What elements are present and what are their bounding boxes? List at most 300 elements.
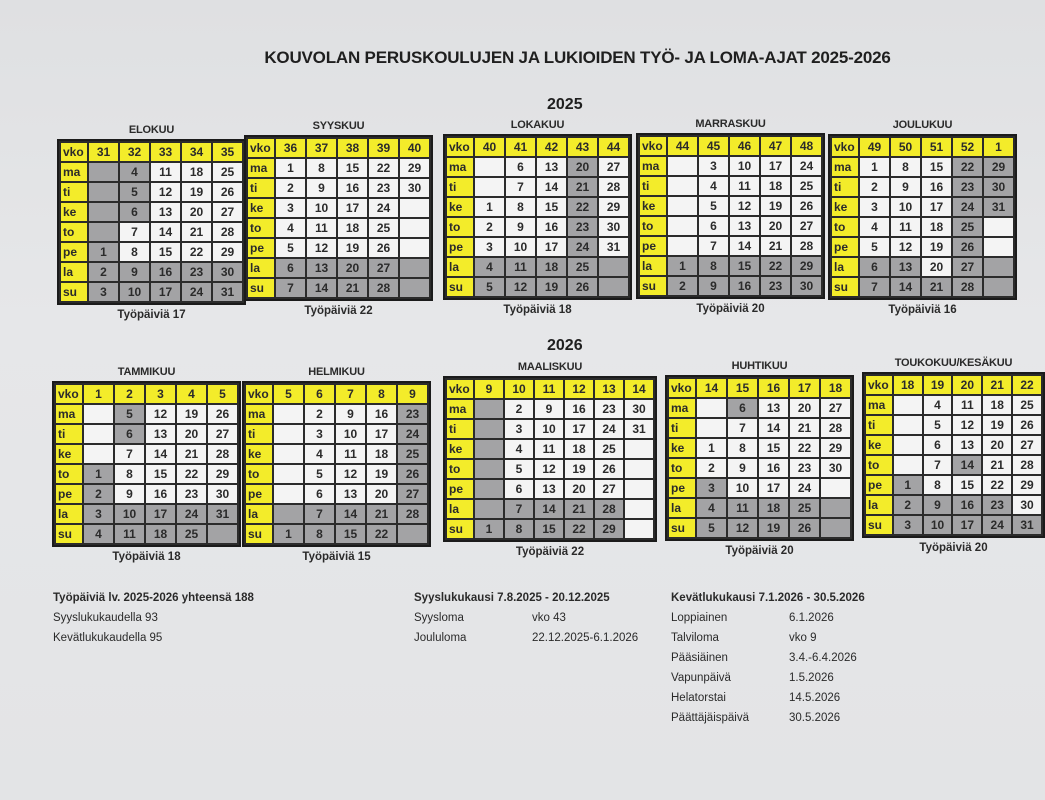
holiday-cell: 5 — [120, 183, 149, 201]
day-label: to — [640, 217, 666, 235]
school-day-cell: 30 — [400, 179, 429, 197]
school-day-cell: 30 — [1013, 496, 1041, 514]
school-day-cell: 15 — [537, 198, 566, 216]
week-number: 45 — [699, 137, 728, 155]
year-heading-2025: 2025 — [547, 96, 583, 113]
holiday-cell: 18 — [537, 258, 566, 276]
school-day-cell: 6 — [506, 158, 535, 176]
week-number: 3 — [146, 385, 175, 403]
school-day-cell: 19 — [338, 239, 367, 257]
school-day-cell: 17 — [761, 157, 790, 175]
school-day-cell: 14 — [537, 178, 566, 196]
school-day-cell: 19 — [761, 197, 790, 215]
day-label: to — [447, 460, 473, 478]
school-day-cell — [668, 197, 697, 215]
week-number: 46 — [730, 137, 759, 155]
week-number: 16 — [759, 379, 788, 397]
school-day-cell: 26 — [208, 405, 237, 423]
school-day-cell: 9 — [535, 400, 563, 418]
day-label: ti — [248, 179, 274, 197]
day-label: to — [56, 465, 82, 483]
day-label: ma — [832, 158, 858, 176]
holiday-cell: 4 — [475, 258, 504, 276]
day-label: ti — [669, 419, 695, 437]
holiday-cell: 10 — [115, 505, 144, 523]
school-day-cell: 31 — [599, 238, 628, 256]
holiday-cell: 24 — [182, 283, 211, 301]
school-day-cell: 7 — [120, 223, 149, 241]
holiday-cell: 25 — [953, 218, 982, 236]
holiday-cell: 31 — [984, 198, 1013, 216]
holiday-cell: 30 — [792, 277, 821, 295]
school-day-cell: 29 — [821, 439, 850, 457]
holiday-cell: 1 — [668, 257, 697, 275]
school-day-cell: 27 — [208, 425, 237, 443]
school-day-cell: 14 — [146, 445, 175, 463]
school-day-cell: 5 — [276, 239, 305, 257]
week-number: 1 — [84, 385, 113, 403]
week-number: 41 — [506, 138, 535, 156]
school-day-cell: 28 — [1013, 456, 1041, 474]
holiday-cell: 30 — [984, 178, 1013, 196]
holiday-cell — [821, 499, 850, 517]
school-day-cell: 25 — [213, 163, 242, 181]
week-number: 20 — [953, 376, 981, 394]
school-day-cell: 17 — [537, 238, 566, 256]
school-day-cell: 21 — [761, 237, 790, 255]
week-number: 8 — [367, 385, 396, 403]
school-day-cell: 2 — [697, 459, 726, 477]
school-day-cell: 16 — [338, 179, 367, 197]
holiday-cell: 23 — [182, 263, 211, 281]
workdays-count: Työpäiviä 20 — [725, 545, 794, 557]
school-day-cell: 29 — [1013, 476, 1041, 494]
school-day-cell: 10 — [891, 198, 920, 216]
school-day-cell: 30 — [599, 218, 628, 236]
calendar-grid — [244, 135, 433, 301]
week-number: 49 — [860, 138, 889, 156]
school-day-cell — [697, 419, 726, 437]
holiday-cell: 2 — [894, 496, 922, 514]
month-calendar — [244, 120, 433, 317]
school-day-cell: 4 — [860, 218, 889, 236]
school-day-cell: 15 — [338, 159, 367, 177]
week-number: 18 — [821, 379, 850, 397]
calendar-grid — [443, 134, 632, 300]
holiday-cell: 2 — [668, 277, 697, 295]
day-label: ti — [56, 425, 82, 443]
holiday-cell: 11 — [506, 258, 535, 276]
week-label: vko — [832, 138, 858, 156]
school-day-cell: 28 — [599, 178, 628, 196]
holiday-cell: 22 — [761, 257, 790, 275]
school-day-cell: 5 — [924, 416, 952, 434]
school-day-cell: 24 — [595, 420, 623, 438]
holiday-cell: 5 — [697, 519, 726, 537]
day-label: su — [248, 279, 274, 297]
calendar-grid — [242, 381, 431, 547]
holiday-cell — [89, 163, 118, 181]
holiday-cell: 26 — [398, 465, 427, 483]
month-name: JOULUKUU — [892, 119, 953, 131]
holiday-cell: 15 — [730, 257, 759, 275]
workdays-count: Työpäiviä 22 — [304, 305, 373, 317]
day-label: ke — [248, 199, 274, 217]
school-day-cell: 9 — [307, 179, 336, 197]
holiday-cell: 1 — [89, 243, 118, 261]
holiday-cell: 14 — [336, 505, 365, 523]
school-day-cell: 22 — [369, 159, 398, 177]
month-calendar — [862, 357, 1045, 554]
holiday-cell: 7 — [505, 500, 533, 518]
day-label: la — [447, 258, 473, 276]
holiday-cell: 8 — [505, 520, 533, 538]
workdays-count: Työpäiviä 20 — [696, 303, 765, 315]
day-label: ke — [447, 440, 473, 458]
school-day-cell — [894, 456, 922, 474]
holiday-cell: 20 — [568, 158, 597, 176]
day-label: ti — [447, 178, 473, 196]
school-day-cell — [84, 445, 113, 463]
holiday-cell — [89, 223, 118, 241]
school-day-cell: 30 — [625, 400, 653, 418]
holiday-cell: 28 — [398, 505, 427, 523]
week-number: 50 — [891, 138, 920, 156]
holiday-cell: 14 — [307, 279, 336, 297]
week-number: 7 — [336, 385, 365, 403]
holiday-cell — [821, 519, 850, 537]
school-day-cell: 3 — [276, 199, 305, 217]
holiday-cell: 4 — [120, 163, 149, 181]
school-day-cell: 18 — [367, 445, 396, 463]
school-day-cell: 13 — [953, 436, 981, 454]
week-number: 22 — [1013, 376, 1041, 394]
holiday-cell: 22 — [953, 158, 982, 176]
school-day-cell: 1 — [475, 198, 504, 216]
holiday-cell: 28 — [369, 279, 398, 297]
day-label: ke — [61, 203, 87, 221]
day-label: la — [669, 499, 695, 517]
school-day-cell: 2 — [475, 218, 504, 236]
day-label: su — [669, 519, 695, 537]
school-day-cell: 16 — [367, 405, 396, 423]
week-number: 1 — [984, 138, 1013, 156]
holiday-cell: 24 — [983, 516, 1011, 534]
day-label: ma — [248, 159, 274, 177]
holiday-cell: 25 — [177, 525, 206, 543]
school-day-cell: 13 — [146, 425, 175, 443]
day-label: pe — [669, 479, 695, 497]
school-day-cell: 6 — [305, 485, 334, 503]
school-day-cell: 16 — [922, 178, 951, 196]
school-day-cell: 5 — [860, 238, 889, 256]
school-day-cell: 9 — [728, 459, 757, 477]
school-day-cell — [274, 405, 303, 423]
month-calendar — [665, 360, 854, 557]
term-item: Syysloma vko 43 — [414, 612, 566, 624]
day-label: ke — [669, 439, 695, 457]
day-label: la — [246, 505, 272, 523]
holiday-cell: 21 — [568, 178, 597, 196]
week-number: 40 — [475, 138, 504, 156]
school-day-cell: 20 — [177, 425, 206, 443]
week-number: 52 — [953, 138, 982, 156]
day-label: to — [246, 465, 272, 483]
holiday-cell: 3 — [89, 283, 118, 301]
holiday-cell: 4 — [84, 525, 113, 543]
school-day-cell: 2 — [505, 400, 533, 418]
school-day-cell: 8 — [506, 198, 535, 216]
school-day-cell: 11 — [730, 177, 759, 195]
day-label: ma — [447, 158, 473, 176]
holiday-cell: 29 — [595, 520, 623, 538]
day-label: la — [866, 496, 892, 514]
holiday-cell — [208, 525, 237, 543]
school-day-cell: 24 — [369, 199, 398, 217]
holiday-cell: 22 — [568, 198, 597, 216]
school-day-cell: 8 — [307, 159, 336, 177]
holiday-cell: 25 — [568, 258, 597, 276]
school-day-cell: 15 — [922, 158, 951, 176]
day-label: pe — [447, 480, 473, 498]
school-day-cell — [625, 480, 653, 498]
school-day-cell — [475, 178, 504, 196]
workdays-count: Työpäiviä 20 — [919, 542, 988, 554]
holiday-cell — [400, 259, 429, 277]
school-day-cell: 4 — [924, 396, 952, 414]
holiday-cell — [274, 505, 303, 523]
school-day-cell — [274, 465, 303, 483]
holiday-cell: 11 — [115, 525, 144, 543]
week-number: 2 — [115, 385, 144, 403]
school-day-cell — [668, 177, 697, 195]
school-day-cell: 12 — [953, 416, 981, 434]
holiday-cell: 1 — [894, 476, 922, 494]
week-number: 4 — [177, 385, 206, 403]
week-number: 40 — [400, 139, 429, 157]
school-day-cell: 15 — [146, 465, 175, 483]
school-day-cell: 23 — [595, 400, 623, 418]
holiday-cell — [89, 203, 118, 221]
school-day-cell: 28 — [821, 419, 850, 437]
school-day-cell: 26 — [1013, 416, 1041, 434]
school-day-cell: 20 — [761, 217, 790, 235]
holiday-cell: 19 — [537, 278, 566, 296]
day-label: ke — [640, 197, 666, 215]
holiday-cell: 21 — [922, 278, 951, 296]
school-day-cell: 25 — [1013, 396, 1041, 414]
holiday-cell: 9 — [120, 263, 149, 281]
school-day-cell: 25 — [369, 219, 398, 237]
school-day-cell: 22 — [182, 243, 211, 261]
school-day-cell: 12 — [336, 465, 365, 483]
week-number: 15 — [728, 379, 757, 397]
school-day-cell: 16 — [565, 400, 593, 418]
school-day-cell: 5 — [699, 197, 728, 215]
spring-workdays: Kevätlukukaudella 95 — [53, 632, 163, 644]
month-name: HUHTIKUU — [731, 360, 788, 372]
day-label: la — [61, 263, 87, 281]
day-label: ke — [246, 445, 272, 463]
month-calendar — [52, 366, 241, 563]
school-day-cell: 13 — [537, 158, 566, 176]
school-day-cell: 26 — [369, 239, 398, 257]
school-day-cell: 20 — [790, 399, 819, 417]
holiday-cell: 22 — [367, 525, 396, 543]
school-day-cell: 9 — [336, 405, 365, 423]
day-label: ma — [61, 163, 87, 181]
term-item: Loppiainen 6.1.2026 — [671, 612, 834, 624]
term-item: Joululoma 22.12.2025-6.1.2026 — [414, 632, 639, 644]
workdays-count: Työpäiviä 16 — [888, 304, 957, 316]
school-day-cell: 22 — [790, 439, 819, 457]
calendar-grid — [665, 375, 854, 541]
holiday-cell — [984, 258, 1013, 276]
school-day-cell — [984, 238, 1013, 256]
school-day-cell: 19 — [565, 460, 593, 478]
holiday-cell: 23 — [398, 405, 427, 423]
week-number: 5 — [274, 385, 303, 403]
week-number: 10 — [505, 380, 533, 398]
holiday-cell: 15 — [336, 525, 365, 543]
holiday-cell: 13 — [307, 259, 336, 277]
school-day-cell: 22 — [177, 465, 206, 483]
year-heading-2026: 2026 — [547, 337, 583, 354]
workdays-count: Työpäiviä 17 — [117, 309, 186, 321]
school-day-cell: 20 — [983, 436, 1011, 454]
holiday-cell — [400, 279, 429, 297]
week-number: 51 — [922, 138, 951, 156]
holiday-cell: 21 — [367, 505, 396, 523]
holiday-cell: 14 — [535, 500, 563, 518]
school-day-cell — [475, 158, 504, 176]
week-label: vko — [248, 139, 274, 157]
week-label: vko — [866, 376, 892, 394]
school-day-cell: 10 — [307, 199, 336, 217]
week-label: vko — [447, 138, 473, 156]
school-day-cell: 20 — [922, 258, 951, 276]
holiday-cell: 22 — [565, 520, 593, 538]
week-number: 11 — [535, 380, 563, 398]
school-day-cell: 11 — [307, 219, 336, 237]
school-day-cell: 19 — [983, 416, 1011, 434]
week-number: 36 — [276, 139, 305, 157]
holiday-cell: 1 — [84, 465, 113, 483]
school-day-cell: 27 — [213, 203, 242, 221]
school-day-cell: 13 — [151, 203, 180, 221]
autumn-workdays: Syyslukukaudella 93 — [53, 612, 158, 624]
holiday-cell: 19 — [759, 519, 788, 537]
workdays-count: Työpäiviä 18 — [112, 551, 181, 563]
school-day-cell: 16 — [537, 218, 566, 236]
holiday-cell — [599, 258, 628, 276]
holiday-cell: 15 — [535, 520, 563, 538]
week-number: 44 — [599, 138, 628, 156]
school-day-cell: 29 — [599, 198, 628, 216]
school-day-cell: 10 — [535, 420, 563, 438]
day-label: la — [447, 500, 473, 518]
week-number: 35 — [213, 143, 242, 161]
holiday-cell: 1 — [274, 525, 303, 543]
school-day-cell — [697, 399, 726, 417]
school-day-cell: 5 — [305, 465, 334, 483]
week-number: 5 — [208, 385, 237, 403]
holiday-cell: 2 — [84, 485, 113, 503]
school-day-cell: 18 — [983, 396, 1011, 414]
day-label: ma — [669, 399, 695, 417]
day-label: pe — [56, 485, 82, 503]
calendar-grid — [636, 133, 825, 299]
term-item: Helatorstai 14.5.2026 — [671, 692, 841, 704]
school-day-cell: 9 — [115, 485, 144, 503]
holiday-cell: 24 — [568, 238, 597, 256]
school-day-cell: 13 — [336, 485, 365, 503]
school-day-cell: 19 — [922, 238, 951, 256]
holiday-cell: 4 — [697, 499, 726, 517]
school-day-cell: 23 — [177, 485, 206, 503]
day-label: su — [640, 277, 666, 295]
school-day-cell: 4 — [505, 440, 533, 458]
school-day-cell: 15 — [953, 476, 981, 494]
school-day-cell: 17 — [367, 425, 396, 443]
school-day-cell: 28 — [792, 237, 821, 255]
holiday-cell: 25 — [398, 445, 427, 463]
school-day-cell: 21 — [182, 223, 211, 241]
calendar-grid — [862, 372, 1045, 538]
school-day-cell — [668, 237, 697, 255]
week-label: vko — [246, 385, 272, 403]
school-day-cell — [400, 219, 429, 237]
holiday-cell: 14 — [891, 278, 920, 296]
holiday-cell: 10 — [120, 283, 149, 301]
holiday-cell: 17 — [953, 516, 981, 534]
school-day-cell: 14 — [759, 419, 788, 437]
day-label: ma — [640, 157, 666, 175]
school-day-cell: 7 — [115, 445, 144, 463]
month-name: MAALISKUU — [517, 361, 583, 373]
week-number: 43 — [568, 138, 597, 156]
holiday-cell — [398, 525, 427, 543]
day-label: to — [832, 218, 858, 236]
holiday-cell: 31 — [213, 283, 242, 301]
school-day-cell: 12 — [146, 405, 175, 423]
week-label: vko — [669, 379, 695, 397]
holiday-cell: 23 — [953, 178, 982, 196]
week-number: 47 — [761, 137, 790, 155]
school-day-cell — [84, 425, 113, 443]
school-day-cell: 8 — [924, 476, 952, 494]
school-day-cell: 19 — [177, 405, 206, 423]
holiday-cell: 24 — [953, 198, 982, 216]
school-day-cell: 30 — [208, 485, 237, 503]
day-label: pe — [246, 485, 272, 503]
school-day-cell: 21 — [177, 445, 206, 463]
school-day-cell: 11 — [535, 440, 563, 458]
holiday-cell — [475, 440, 503, 458]
holiday-cell: 7 — [276, 279, 305, 297]
calendar-grid — [828, 134, 1017, 300]
school-day-cell — [625, 500, 653, 518]
school-day-cell: 28 — [208, 445, 237, 463]
holiday-cell: 10 — [924, 516, 952, 534]
month-calendar — [636, 118, 825, 315]
school-day-cell — [274, 445, 303, 463]
school-day-cell: 29 — [400, 159, 429, 177]
school-day-cell: 4 — [305, 445, 334, 463]
holiday-cell: 1 — [475, 520, 503, 538]
school-day-cell: 15 — [151, 243, 180, 261]
school-day-cell: 11 — [953, 396, 981, 414]
